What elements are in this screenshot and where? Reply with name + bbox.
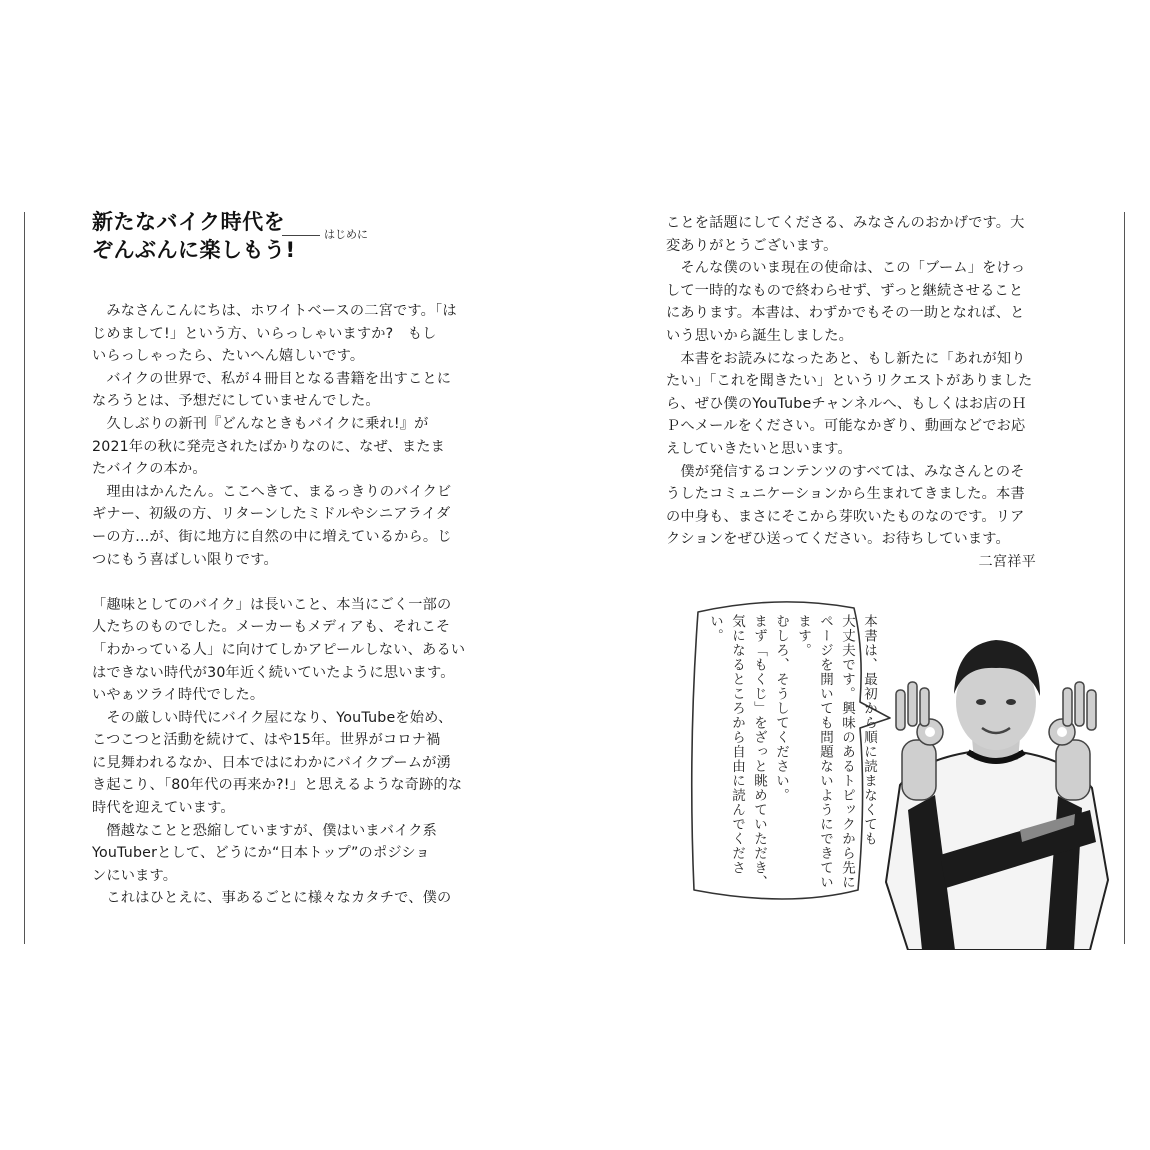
- bubble-line: 大丈夫です。興味のあるトピックから先に: [839, 614, 855, 890]
- text-line: して一時的なもので終わらせず、ずっと継続させること: [666, 282, 1024, 299]
- heading-line-2: ぞんぶんに楽しもう!: [92, 238, 296, 262]
- heading-tag-label: はじめに: [324, 228, 368, 241]
- heading-tag: [282, 226, 368, 242]
- text-line: その厳しい時代にバイク屋になり、YouTubeを始め、: [92, 709, 453, 726]
- text-line: ら、ぜひ僕のYouTubeチャンネルへ、もしくはお店のＨ: [666, 395, 1027, 412]
- text-line: 僭越なことと恐縮していますが、僕はいまバイク系: [92, 822, 438, 839]
- text-line: 2021年の秋に発売されたばかりなのに、なぜ、またま: [92, 438, 446, 455]
- text-line: じめまして!」という方、いらっしゃいますか? もし: [92, 325, 437, 342]
- text-line: 変ありがとうございます。: [666, 237, 838, 254]
- text-line: 本書をお読みになったあと、もし新たに「あれが知り: [666, 350, 1026, 367]
- text-line: 「趣味としてのバイク」は長いこと、本当にごく一部の: [92, 596, 452, 613]
- text-line: つにもう喜ばしい限りです。: [92, 551, 278, 568]
- left-page-body: [92, 300, 492, 910]
- text-line: にあります。本書は、わずかでもその一助となれば、と: [666, 305, 1025, 322]
- text-line: 僕が発信するコンテンツのすべては、みなさんとのそ: [666, 463, 1025, 480]
- text-line: こつこつと活動を続けて、はや15年。世界がコロナ禍: [92, 732, 441, 749]
- heading-line-1: 新たなバイク時代を: [92, 210, 286, 234]
- bubble-line: むしろ、そうしてください。: [773, 614, 789, 803]
- bubble-line: ページを開いても問題ないようにできています。: [795, 614, 833, 890]
- text-line: ーの方…が、街に地方に自然の中に増えているから。じ: [92, 528, 452, 545]
- text-line: はできない時代が30年近く続いていたように思います。: [92, 664, 455, 681]
- text-line: Ｐへメールをください。可能なかぎり、動画などでお応: [666, 418, 1026, 435]
- text-line: バイクの世界で、私が４冊目となる書籍を出すことに: [92, 370, 452, 387]
- text-line: 久しぶりの新刊『どんなときもバイクに乗れ!』が: [92, 415, 429, 432]
- text-line: 人たちのものでした。メーカーもメディアも、それこそ: [92, 619, 451, 636]
- text-line: いらっしゃったら、たいへん嬉しいです。: [92, 348, 365, 365]
- bubble-line: 本書は、最初から順に読まなくても: [861, 614, 877, 846]
- text-line: の中身も、まさにそこから芽吹いたものなのです。リア: [666, 508, 1025, 525]
- text-line: 理由はかんたん。ここへきて、まるっきりのバイクビ: [92, 483, 452, 500]
- speech-bubble-text: [704, 614, 880, 892]
- text-line: クションをぜひ送ってください。お待ちしています。: [666, 531, 1010, 548]
- text-line: ンにいます。: [92, 867, 178, 884]
- author-photo: [860, 620, 1130, 950]
- text-line: ことを話題にしてくださる、みなさんのおかげです。大: [666, 215, 1025, 231]
- heading-dash: [282, 235, 320, 236]
- bubble-line: まず「もくじ」をざっと眺めていただき、: [751, 614, 767, 890]
- right-page-body: [666, 212, 1066, 574]
- text-line: そんな僕のいま現在の使命は、この「ブーム」をけっ: [666, 260, 1026, 277]
- text-line: なろうとは、予想だにしていませんでした。: [92, 393, 380, 410]
- left-margin-rule: [24, 212, 25, 944]
- text-line: ギナー、初級の方、リターンしたミドルやシニアライダ: [92, 506, 451, 523]
- text-line: これはひとえに、事あるごとに様々なカタチで、僕の: [92, 890, 452, 907]
- text-line: 時代を迎えています。: [92, 800, 235, 817]
- bubble-line: 気になるところから自由に読んでください。: [707, 614, 745, 875]
- text-line: いう思いから誕生しました。: [666, 327, 854, 344]
- text-line: [92, 571, 492, 594]
- signature: 二宮祥平: [978, 553, 1036, 570]
- text-line: たい」「これを聞きたい」というリクエストがありました: [666, 373, 1033, 390]
- text-line: 「わかっている人」に向けてしかアピールしない、あるい: [92, 641, 466, 658]
- text-line: うしたコミュニケーションから生まれてきました。本書: [666, 486, 1025, 503]
- text-line: みなさんこんにちは、ホワイトベースの二宮です。「は: [92, 303, 457, 319]
- text-line: YouTuberとして、どうにか“日本トップ”のポジショ: [92, 845, 430, 862]
- text-line: えしていきたいと思います。: [666, 440, 852, 457]
- text-line: き起こり、「80年代の再来か?!」と思えるような奇跡的な: [92, 777, 463, 794]
- text-line: いやぁツライ時代でした。: [92, 687, 265, 704]
- chapter-heading: [92, 208, 368, 264]
- text-line: に見舞われるなか、日本ではにわかにバイクブームが湧: [92, 754, 451, 771]
- text-line: たバイクの本か。: [92, 461, 207, 478]
